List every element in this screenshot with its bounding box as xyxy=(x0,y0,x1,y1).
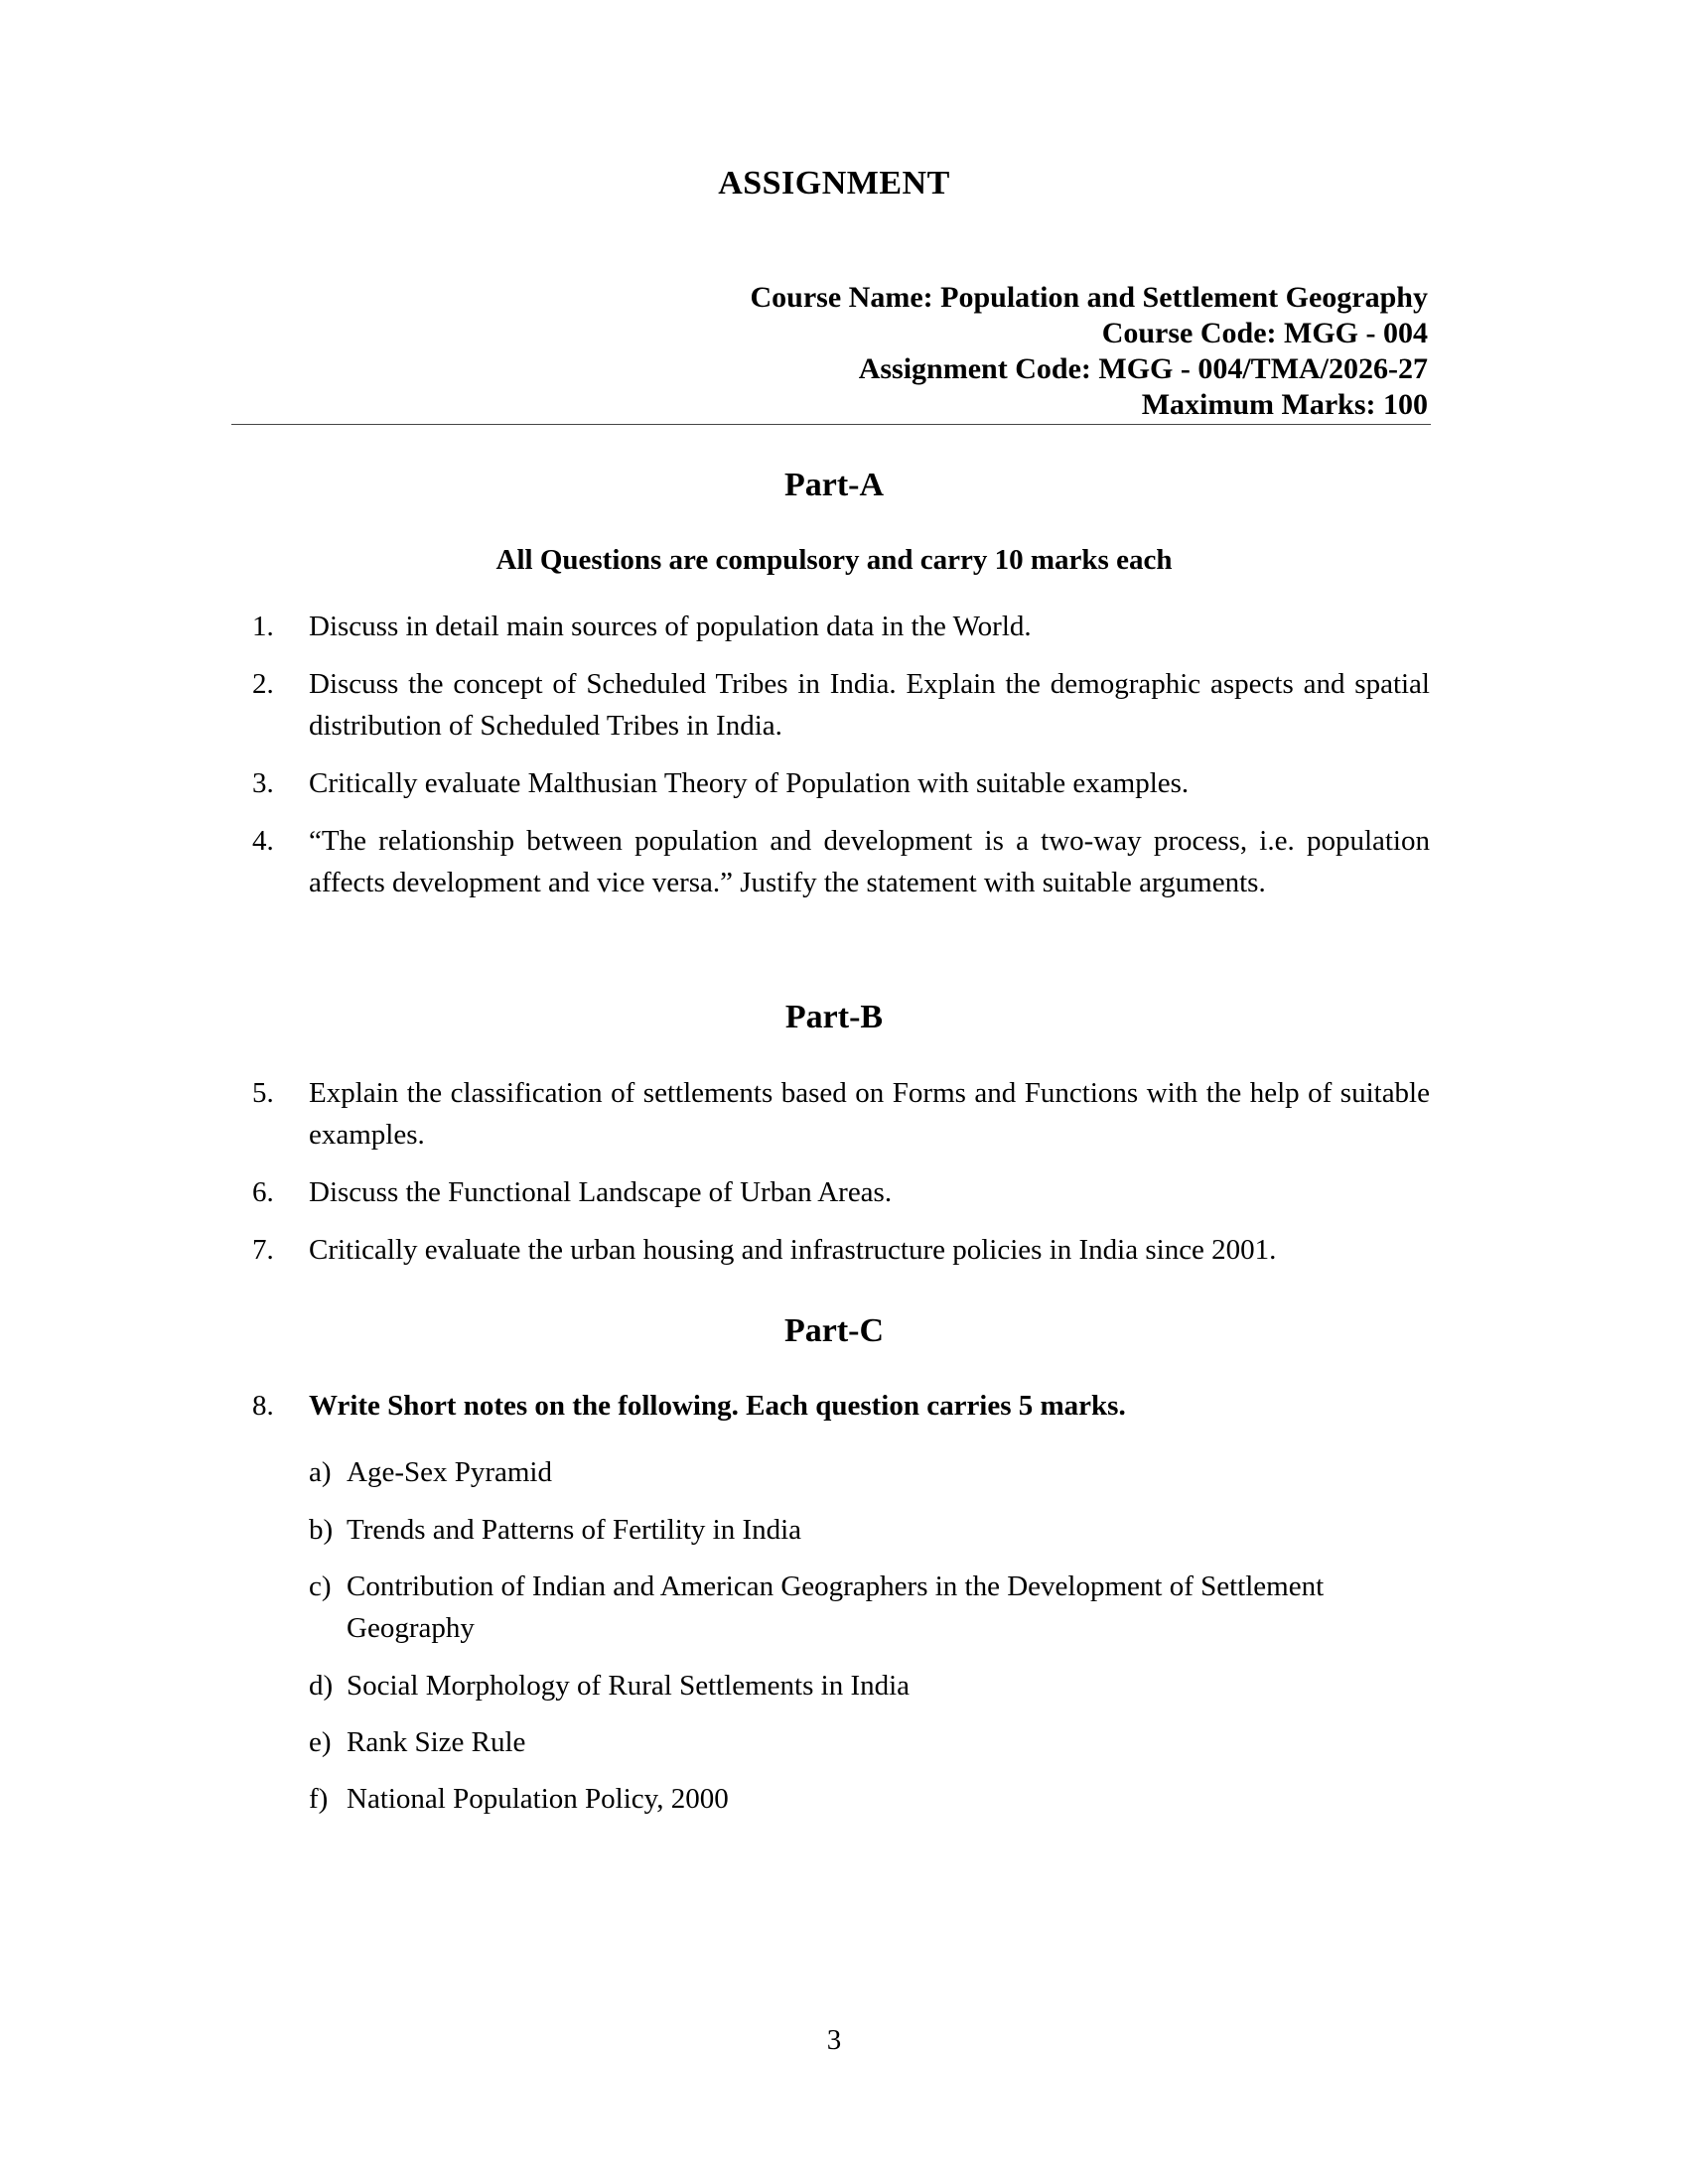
question-text: Explain the classification of settlements based on Forms and Functions with the help of suitable examples. xyxy=(309,1077,1430,1151)
question-item xyxy=(252,606,1430,647)
short-note-item xyxy=(309,1778,1441,1820)
part-c-heading: Part-C xyxy=(783,1312,885,1349)
part-a-heading: Part-A xyxy=(783,467,885,503)
question-number: 5. xyxy=(252,1077,274,1109)
question-item xyxy=(252,663,1430,747)
short-note-letter: b) xyxy=(309,1514,334,1546)
question-number: 8. xyxy=(252,1390,274,1422)
short-note-item xyxy=(309,1566,1441,1649)
question-number: 2. xyxy=(252,668,274,700)
question-number: 7. xyxy=(252,1234,274,1266)
short-note-text: Age-Sex Pyramid xyxy=(347,1456,552,1488)
short-note-item xyxy=(309,1721,1441,1763)
question-text: Critically evaluate the urban housing and infrastructure policies in India since 2001. xyxy=(309,1234,1277,1266)
part-a-instruction: All Questions are compulsory and carry 10 marks each xyxy=(495,544,1173,576)
short-note-text: National Population Policy, 2000 xyxy=(347,1783,729,1815)
short-note-letter: f) xyxy=(309,1783,329,1815)
question-number: 1. xyxy=(252,611,274,642)
question-text: Discuss the concept of Scheduled Tribes in India. Explain the demographic aspects and spatial distribution of Scheduled Tribes in India. xyxy=(309,668,1430,742)
short-note-letter: a) xyxy=(309,1456,332,1488)
course-info xyxy=(751,280,1428,423)
short-note-letter: e) xyxy=(309,1726,332,1758)
page-number: 3 xyxy=(826,2024,842,2056)
maximum-marks: Maximum Marks: 100 xyxy=(1141,388,1428,421)
short-note-letter: d) xyxy=(309,1670,334,1702)
course-code: Course Code: MGG - 004 xyxy=(1101,317,1428,349)
short-note-item xyxy=(309,1451,1441,1493)
short-note-text: Contribution of Indian and American Geographers in the Development of Settlement Geography xyxy=(347,1570,1325,1644)
assignment-code: Assignment Code: MGG - 004/TMA/2026-27 xyxy=(858,352,1428,385)
question-item xyxy=(252,1385,1430,1427)
short-note-item xyxy=(309,1665,1441,1706)
course-name: Course Name: Population and Settlement Geography xyxy=(750,281,1428,314)
question-number: 4. xyxy=(252,825,274,857)
question-text: Write Short notes on the following. Each question carries 5 marks. xyxy=(309,1390,1126,1422)
question-item xyxy=(252,1229,1430,1271)
page-title: ASSIGNMENT xyxy=(718,165,950,202)
question-item xyxy=(252,1171,1430,1213)
short-note-text: Trends and Patterns of Fertility in India xyxy=(347,1514,802,1546)
question-item xyxy=(252,1072,1430,1156)
question-number: 3. xyxy=(252,767,274,799)
question-item xyxy=(252,762,1430,804)
question-text: Discuss the Functional Landscape of Urban Areas. xyxy=(309,1176,893,1208)
short-note-text: Rank Size Rule xyxy=(347,1726,526,1758)
short-note-item xyxy=(309,1509,1441,1551)
question-text: “The relationship between population and development is a two-way process, i.e. population affects development and vice versa.” Justify the statement with suitable arguments. xyxy=(309,825,1430,898)
question-text: Critically evaluate Malthusian Theory of Population with suitable examples. xyxy=(309,767,1190,799)
short-note-letter: c) xyxy=(309,1570,332,1602)
question-text: Discuss in detail main sources of population data in the World. xyxy=(309,611,1032,642)
part-b-heading: Part-B xyxy=(784,999,884,1035)
question-number: 6. xyxy=(252,1176,274,1208)
short-note-text: Social Morphology of Rural Settlements in India xyxy=(347,1670,911,1702)
header-divider xyxy=(231,424,1431,425)
question-item xyxy=(252,820,1430,903)
